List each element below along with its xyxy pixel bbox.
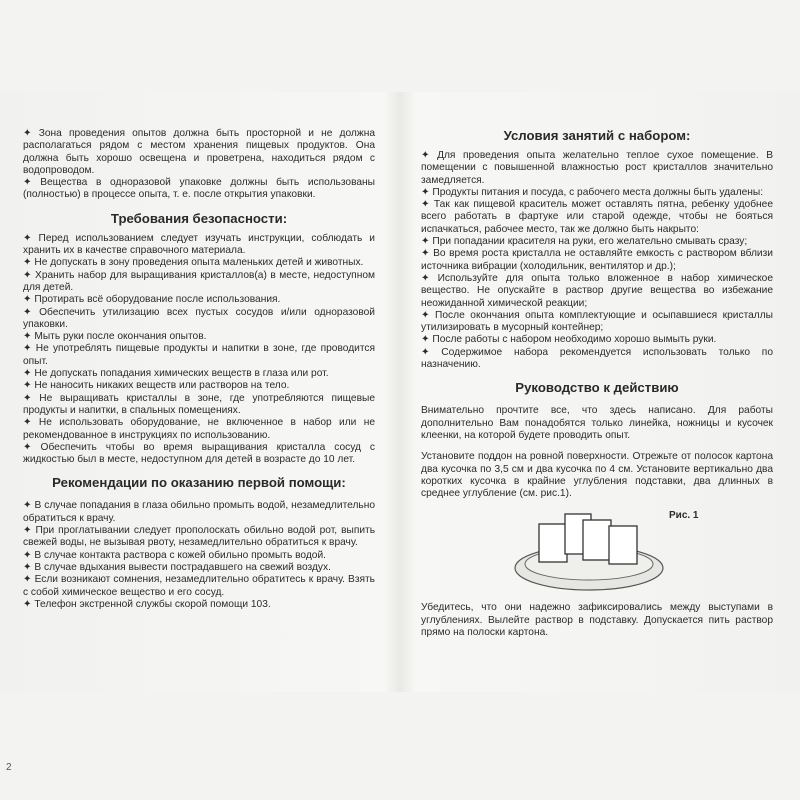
- figure-label: Рис. 1: [669, 510, 699, 522]
- safety-item: ✦ Не употреблять пищевые продукты и напитки в зоне, где проводится опыт.: [23, 343, 375, 367]
- left-page: [23, 128, 375, 611]
- intro-paragraph: ✦ Зона проведения опытов должна быть просторной и не должна располагаться рядом с местом хранения пищевых продуктов. Она должна быть хорошо освещена и проветрена, находиться рядом с водопроводом.: [23, 128, 375, 176]
- first-aid-item: ✦ В случае контакта раствора с кожей обильно промыть водой.: [23, 549, 326, 561]
- safety-item: ✦ Хранить набор для выращивания кристаллов(а) в месте, недоступном для детей.: [23, 269, 375, 293]
- first-aid-item: ✦ Если возникают сомнения, незамедлительно обратитесь к врачу. Взять с собой химическое вещество и его сосуд.: [23, 574, 375, 598]
- conditions-item: ✦ После окончания опыта комплектующие и осыпавшиеся кристаллы утилизировать в мусорный контейнер;: [421, 309, 773, 334]
- first-aid-item: ✦ Телефон экстренной службы скорой помощи 103.: [23, 598, 271, 610]
- guide-paragraph: Убедитесь, что они надежно зафиксировались между выступами в углублениях. Вылейте раствор в подставку. Допускается пить раствор прямо на полоски картона.: [421, 602, 773, 639]
- figure-1: [421, 506, 773, 602]
- safety-item: ✦ Не наносить никаких веществ или растворов на тело.: [23, 380, 290, 392]
- conditions-item: ✦ При попадании красителя на руки, его желательно смывать сразу;: [421, 236, 748, 248]
- guide-heading: Руководство к действию: [515, 380, 679, 396]
- right-page: [421, 128, 773, 639]
- booklet-spread: [0, 92, 800, 773]
- first-aid-item: ✦ В случае вдыхания вывести пострадавшего на свежий воздух.: [23, 561, 331, 573]
- first-aid-heading: Рекомендации по оказанию первой помощи:: [52, 475, 346, 491]
- conditions-item: ✦ После работы с набором необходимо хорошо вымыть руки.: [421, 334, 717, 346]
- conditions-item: ✦ Продукты питания и посуда, с рабочего места должны быть удалены:: [421, 186, 764, 198]
- guide-paragraph: Внимательно прочтите все, что здесь написано. Для работы дополнительно Вам понадобятся только линейка, ножницы и кусочек клеенки, на которой будете проводить опыт.: [421, 405, 773, 441]
- conditions-item: ✦ Для проведения опыта желательно теплое сухое помещение. В помещении с повышенной влажностью рост кристаллов значительно замедляется.: [421, 150, 773, 186]
- conditions-item: ✦ Используйте для опыта только вложенное в набор химическое вещество. Не опускайте в раствор другие вещества во избежание неожиданной химической реакции;: [421, 272, 773, 309]
- safety-item: ✦ Мыть руки после окончания опытов.: [23, 331, 207, 343]
- page-number: 2: [6, 762, 12, 773]
- conditions-item: ✦ Так как пищевой краситель может оставлять пятна, ребенку удобнее всего работать в фартуке или старой одежде, чтобы не бояться испачкаться, рабочее место, так же должно быть накрыто:: [421, 199, 773, 235]
- tray-with-cardboard-icon: [509, 506, 669, 596]
- conditions-item: ✦ Во время роста кристалла не оставляйте емкость с раствором вблизи источника вибрации (холодильник, вентилятор и др.);: [421, 248, 773, 272]
- intro-paragraph: ✦ Вещества в одноразовой упаковке должны быть использованы (полностью) в процессе опыта, т. е. после открытия упаковки.: [23, 177, 375, 201]
- safety-heading: Требования безопасности:: [110, 210, 288, 226]
- safety-item: ✦ Обеспечить утилизацию всех пустых сосудов и/или одноразовой упаковки.: [23, 306, 375, 330]
- first-aid-item: ✦ В случае попадания в глаза обильно промыть водой, незамедлительно обратиться к врачу.: [23, 500, 375, 524]
- guide-paragraph: Установите поддон на ровной поверхности. Отрежьте от полосок картона два кусочка по 3,5 см и два кусочка по 4 см. Установите вертикально два коротких кусочка в крайние углубления подставки, два длинных в среднее углубление (см. рис.1).: [421, 451, 773, 500]
- safety-item: ✦ Не выращивать кристаллы в зоне, где употребляются пищевые продукты и напитки, в спальных помещениях.: [23, 392, 375, 416]
- first-aid-item: ✦ При проглатывании следует прополоскать обильно водой рот, выпить свежей воды, не вызывая рвоту, незамедлительно обратиться к врачу.: [23, 525, 375, 549]
- safety-item: ✦ Не допускать попадания химических веществ в глаза или рот.: [23, 368, 329, 380]
- safety-item: ✦ Не использовать оборудование, не включенное в набор или не рекомендованное в инструкциях по использованию.: [23, 417, 375, 441]
- conditions-item: ✦ Содержимое набора рекомендуется использовать только по назначению.: [421, 346, 773, 371]
- safety-item: ✦ Не допускать в зону проведения опыта маленьких детей и животных.: [23, 257, 364, 269]
- conditions-heading: Условия занятий с набором:: [503, 128, 691, 143]
- safety-item: ✦ Перед использованием следует изучать инструкции, соблюдать и хранить их в качестве справочного материала.: [23, 232, 375, 257]
- safety-item: ✦ Обеспечить чтобы во время выращивания кристалла сосуд с жидкостью был в месте, недоступном для детей в возрасте до 10 лет.: [23, 441, 375, 466]
- safety-item: ✦ Протирать всё оборудование после использования.: [23, 294, 281, 306]
